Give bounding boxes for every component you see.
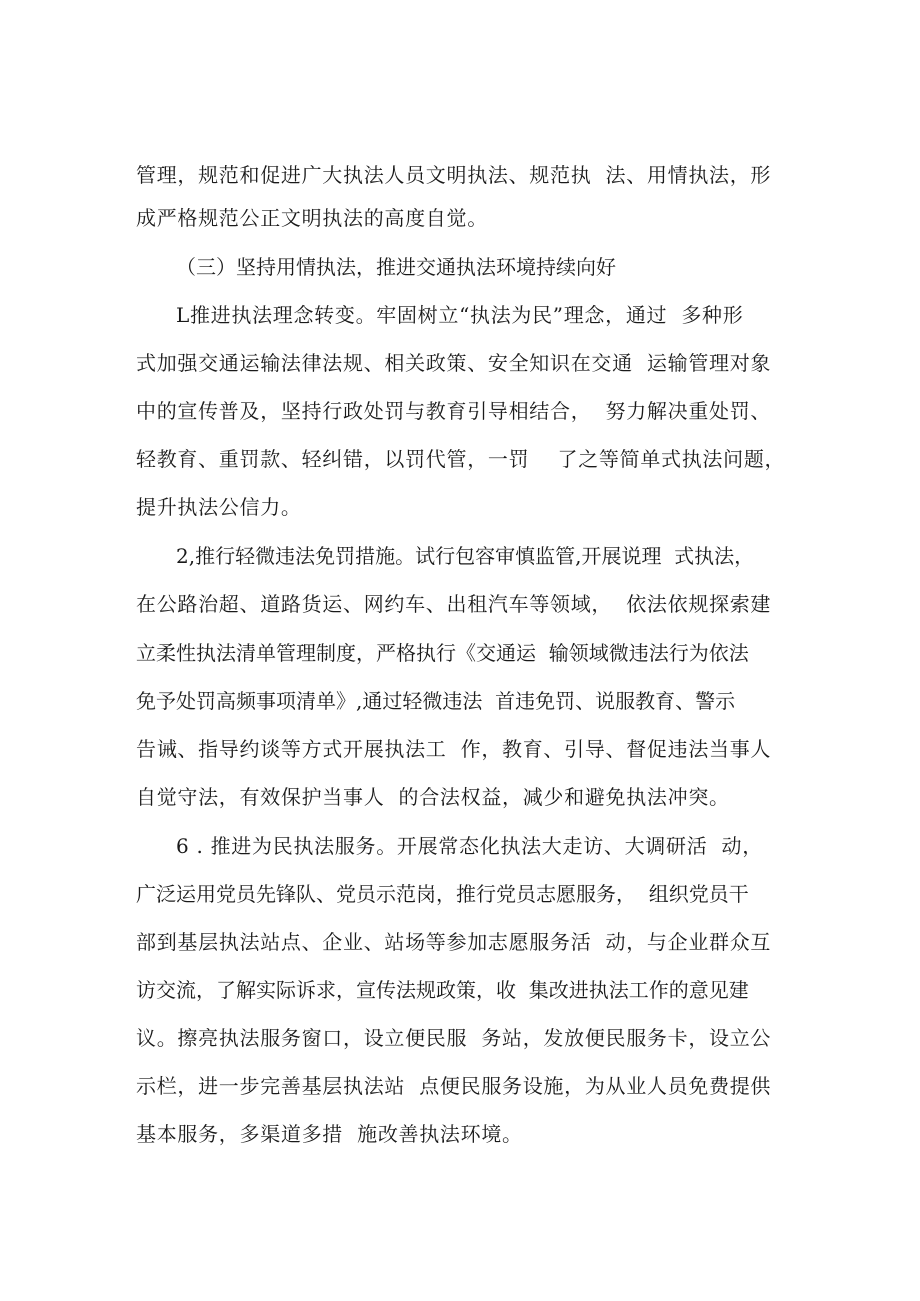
text-line-21: 基本服务，多渠道多措 施改善执法环境。	[136, 1122, 523, 1146]
text-line-20: 示栏，进一步完善基层执法站 点便民服务设施，为从业人员免费提供	[136, 1074, 772, 1098]
text-line-6: 中的宣传普及，坚持行政处罚与教育引导相结合， 努力解决重处罚、	[136, 399, 772, 423]
text-line-4: L推进执法理念转变。牢固树立“执法为民”理念，通过 多种形	[176, 303, 744, 327]
text-line-18: 访交流，了解实际诉求，宣传法规政策，收 集改进执法工作的意见建	[136, 978, 749, 1002]
text-line-19: 议。擦亮执法服务窗口，设立便民服 务站，发放便民服务卡，设立公	[136, 1026, 772, 1050]
text-line-10: 在公路治超、道路货运、网约车、出租汽车等领域， 依法依规探索建	[136, 592, 772, 616]
text-line-1: 管理，规范和促进广大执法人员文明执法、规范执 法、用情执法，形	[136, 163, 772, 187]
text-line-16: 广泛运用党员先锋队、党员示范岗，推行党员志愿服务， 组织党员干	[136, 882, 749, 906]
text-line-17: 部到基层执法站点、企业、站场等参加志愿服务活 动，与企业群众互	[136, 930, 772, 954]
text-line-11: 立柔性执法清单管理制度，严格执行《交通运 输领域微违法行为依法	[136, 641, 749, 665]
text-line-14: 自觉守法，有效保护当事人 的合法权益，减少和避免执法冲突。	[136, 785, 730, 809]
section-heading: （三）坚持用情执法，推进交通执法环境持续向好	[176, 255, 616, 279]
text-line-12: 免予处罚高频事项清单》,通过轻微违法 首违免罚、说服教育、警示	[136, 689, 736, 713]
text-line-9: 2,推行轻微违法免罚措施。试行包容审慎监管,开展说理 式执法，	[176, 544, 755, 568]
text-line-13: 告诫、指导约谈等方式开展执法工 作，教育、引导、督促违法当事人	[136, 737, 772, 761]
text-line-5: 式加强交通运输法律法规、相关政策、安全知识在交通 运输管理对象	[136, 351, 772, 375]
text-line-2: 成严格规范公正文明执法的高度自觉。	[136, 206, 488, 230]
text-line-7: 轻教育、重罚款、轻纠错，以罚代管，一罚 了之等简单式执法问题，	[136, 447, 786, 471]
text-line-8: 提升执法公信力。	[136, 495, 302, 519]
text-line-15: 6 . 推进为民执法服务。开展常态化执法大走访、大调研活 动，	[176, 834, 763, 858]
